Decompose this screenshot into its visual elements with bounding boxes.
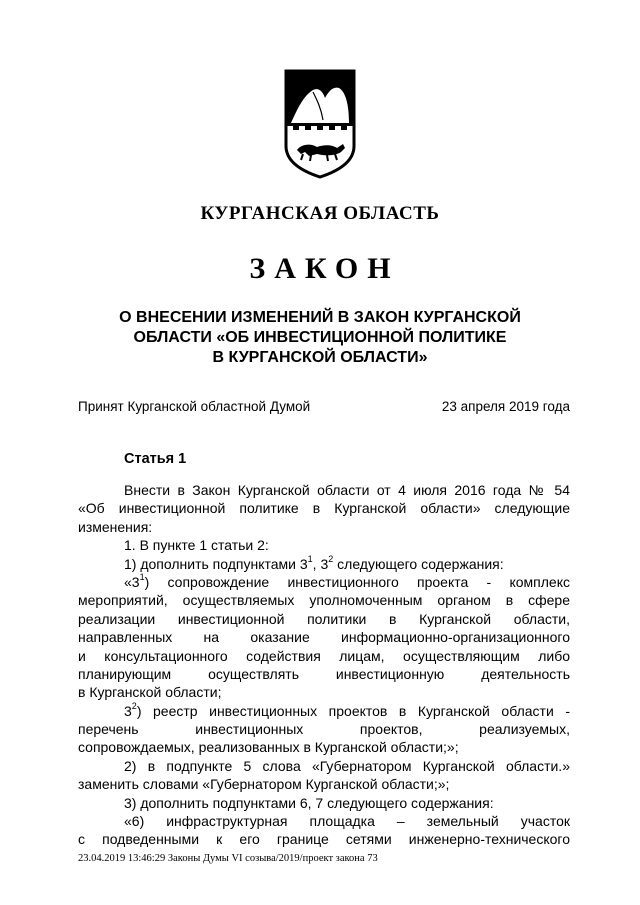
- law-title-line: В КУРГАНСКОЙ ОБЛАСТИ»: [212, 349, 428, 366]
- body-line: в Курганской области;: [78, 684, 222, 701]
- superscript: 1: [139, 572, 145, 583]
- body-line: «Об инвестиционной политике в Курганской области» следующие: [78, 500, 570, 517]
- superscript: 2: [131, 701, 137, 712]
- body-text-span: [124, 574, 570, 590]
- body-text-span: 3: [124, 702, 132, 719]
- region-name: КУРГАНСКАЯ ОБЛАСТЬ: [200, 203, 440, 224]
- body-line: и консультационного содействия лицам, осуществляющим либо: [78, 647, 570, 664]
- body-text-span: следующего содержания:: [333, 555, 504, 572]
- kurgan-coat-of-arms-icon: [283, 68, 357, 180]
- body-line: заменить словами «Губернатором Курганской области;»;: [78, 776, 450, 793]
- body-text-span: ) реестр инвестиционных проектов в Курганской области -: [136, 702, 570, 719]
- body-line: перечень инвестиционных проектов, реализуемых,: [78, 721, 570, 738]
- document-type: ЗАКОН: [249, 252, 400, 285]
- body-text-span: ) сопровождение инвестиционного проекта - комплекс: [144, 573, 570, 590]
- adoption-row: [78, 399, 570, 414]
- superscript: 2: [328, 554, 334, 564]
- body-line: «6) инфраструктурная площадка – земельный участок: [124, 813, 570, 830]
- body-line: [78, 555, 570, 573]
- law-title-line: О ВНЕСЕНИИ ИЗМЕНЕНИЙ В ЗАКОН КУРГАНСКОЙ: [119, 309, 521, 326]
- body-line: реализации инвестиционной политики в Курганской области,: [78, 610, 570, 627]
- body-text-span: , 3: [312, 555, 329, 572]
- body-line: сопровождаемых, реализованных в Курганской области;»;: [78, 739, 459, 756]
- body-line: [78, 702, 570, 720]
- body-line: [78, 573, 570, 591]
- body-line: мероприятий, осуществляемых уполномоченным органом в сфере: [78, 592, 570, 609]
- body-line: направленных на оказание информационно-организационного: [78, 629, 570, 646]
- page-footer: 23.04.2019 13:46:29 Законы Думы VI созыва/2019/проект закона 73: [78, 853, 378, 864]
- law-title: [70, 308, 570, 368]
- body-text-span: [124, 703, 570, 719]
- superscript: 1: [307, 554, 313, 564]
- adoption-date: 23 апреля 2019 года: [441, 399, 570, 414]
- article-heading: Статья 1: [124, 451, 187, 467]
- body-line: изменения:: [78, 518, 153, 535]
- law-title-line: ОБЛАСТИ «ОБ ИНВЕСТИЦИОННОЙ ПОЛИТИКЕ: [133, 329, 507, 346]
- body-line: с подведенными к его границе сетями инженерно-технического: [78, 831, 570, 848]
- article-body: [78, 481, 570, 849]
- body-line: 3) дополнить подпунктами 6, 7 следующего содержания:: [124, 794, 494, 811]
- body-line: 1. В пункте 1 статьи 2:: [124, 537, 269, 554]
- body-line: планирующим осуществлять инвестиционную деятельность: [78, 665, 570, 682]
- body-line: 2) в подпункте 5 слова «Губернатором Курганской области.»: [124, 757, 570, 774]
- adopted-by: Принят Курганской областной Думой: [78, 399, 311, 414]
- body-line: Внести в Закон Курганской области от 4 июля 2016 года № 54: [124, 482, 570, 498]
- body-text-span: «3: [124, 573, 140, 590]
- body-text-span: 1) дополнить подпунктами 3: [124, 555, 308, 572]
